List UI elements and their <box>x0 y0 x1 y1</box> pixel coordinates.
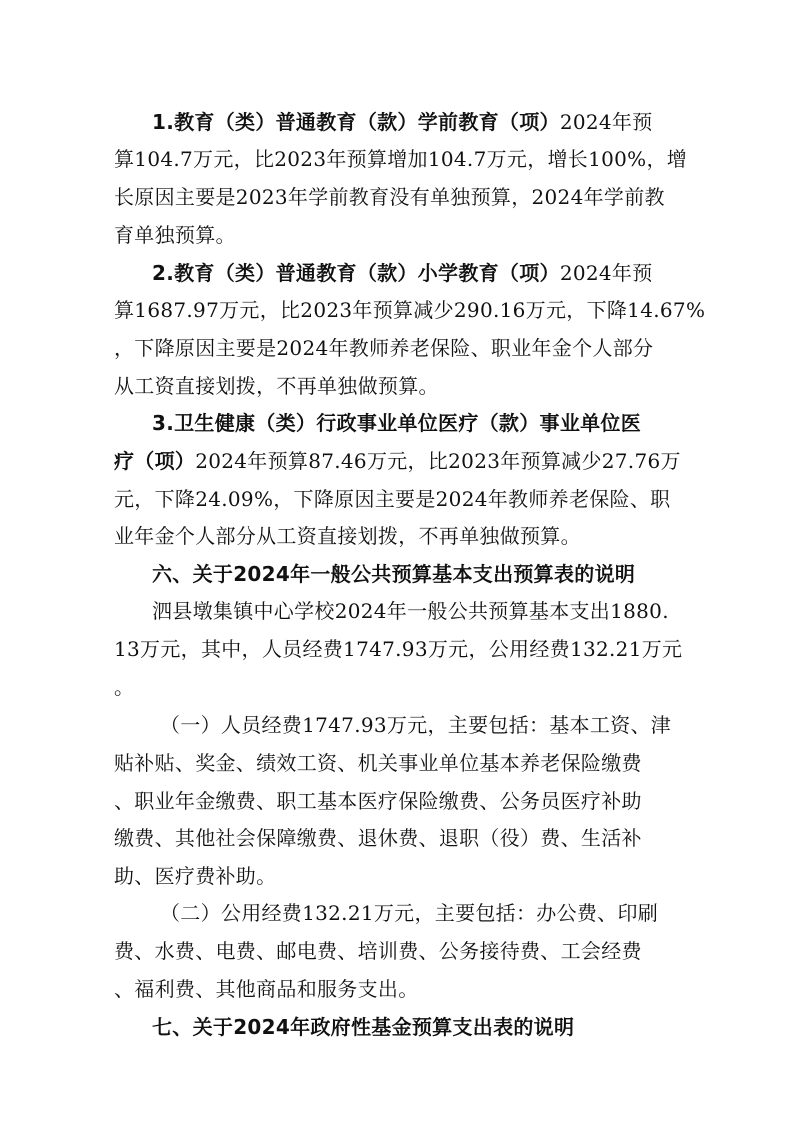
paragraph-3-heading-line-2: 疗（项） <box>114 449 196 473</box>
personnel-line-4: 缴费、其他社会保障缴费、退休费、退职（役）费、生活补 <box>114 826 642 850</box>
paragraph-3-line-2-text: 2024年预算87.46万元，比2023年预算减少27.76万 <box>195 449 681 473</box>
section-6-line-3: 。 <box>114 675 135 699</box>
paragraph-2-line-4: 从工资直接划拨，不再单独做预算。 <box>114 374 439 398</box>
personnel-line-2: 贴补贴、奖金、绩效工资、机关事业单位基本养老保险缴费 <box>114 751 642 775</box>
paragraph-3-heading-line-1: 3.卫生健康（类）行政事业单位医疗（款）事业单位医 <box>152 411 642 435</box>
section-6-line-1: 泗县墩集镇中心学校2024年一般公共预算基本支出1880. <box>152 599 669 623</box>
section-6-line-2: 13万元，其中，人员经费1747.93万元，公用经费132.21万元 <box>114 637 683 661</box>
paragraph-1-line-1-text: 2024年预 <box>559 110 653 134</box>
public-funds-line-3: 、福利费、其他商品和服务支出。 <box>114 977 419 1001</box>
public-funds-line-1: （二）公用经费132.21万元，主要包括：办公费、印刷 <box>160 901 659 925</box>
paragraph-1-line-1 <box>152 107 653 137</box>
paragraph-1-line-2: 算104.7万元，比2023年预算增加104.7万元，增长100%，增 <box>114 147 688 171</box>
paragraph-3-line-2 <box>114 446 681 476</box>
public-funds-line-2: 费、水费、电费、邮电费、培训费、公务接待费、工会经费 <box>114 939 642 963</box>
paragraph-3-line-4: 业年金个人部分从工资直接划拨，不再单独做预算。 <box>114 524 581 548</box>
personnel-line-1: （一）人员经费1747.93万元，主要包括：基本工资、津 <box>160 713 672 737</box>
personnel-line-5: 助、医疗费补助。 <box>114 864 277 888</box>
paragraph-1-heading: 1.教育（类）普通教育（款）学前教育（项） <box>152 110 560 134</box>
personnel-line-3: 、职业年金缴费、职工基本医疗保险缴费、公务员医疗补助 <box>114 789 642 813</box>
paragraph-2-heading: 2.教育（类）普通教育（款）小学教育（项） <box>152 261 560 285</box>
paragraph-2-line-2: 算1687.97万元，比2023年预算减少290.16万元，下降14.67% <box>114 298 706 322</box>
paragraph-2-line-3: ，下降原因主要是2024年教师养老保险、职业年金个人部分 <box>114 336 654 360</box>
paragraph-3-line-3: 元，下降24.09%，下降原因主要是2024年教师养老保险、职 <box>114 487 671 511</box>
paragraph-1-line-3: 长原因主要是2023年学前教育没有单独预算，2024年学前教 <box>114 185 665 209</box>
section-7-title: 七、关于2024年政府性基金预算支出表的说明 <box>152 1015 575 1039</box>
paragraph-1-line-4: 育单独预算。 <box>114 223 236 247</box>
paragraph-2-line-1-text: 2024年预 <box>559 261 653 285</box>
section-6-title: 六、关于2024年一般公共预算基本支出预算表的说明 <box>152 562 636 586</box>
paragraph-2-line-1 <box>152 258 653 288</box>
